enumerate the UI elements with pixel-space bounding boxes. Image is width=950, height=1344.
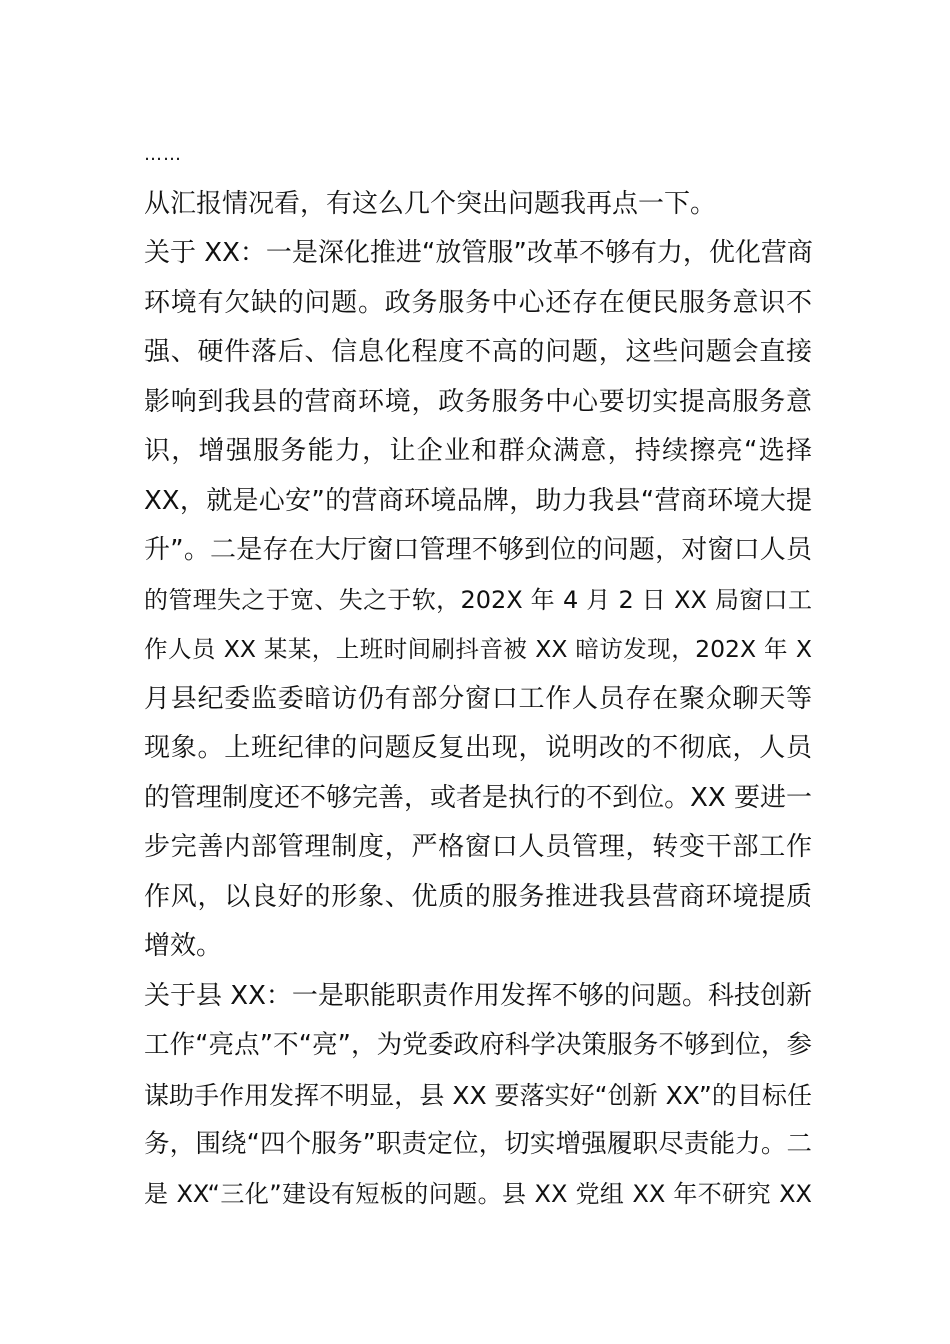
text-line: 关于 XX：一是深化推进“放管服”改革不够有力，优化营商 (144, 238, 813, 268)
text-line: 作人员 XX 某某，上班时间刷抖音被 XX 暗访发现，202X 年 X (144, 635, 812, 663)
text-line: 务，围绕“四个服务”职责定位，切实增强履职尽责能力。二 (144, 1129, 812, 1159)
text-line: 月县纪委监委暗访仍有部分窗口工作人员存在聚众聊天等 (144, 683, 812, 714)
text-line: XX，就是心安”的营商环境品牌，助力我县“营商环境大提 (144, 485, 812, 516)
text-line: 的管理失之于宽、失之于软，202X 年 4 月 2 日 XX 局窗口工 (144, 585, 812, 614)
text-line: 作风，以良好的形象、优质的服务推进我县营商环境提质 (144, 881, 812, 912)
text-line: 强、硬件落后、信息化程度不高的问题，这些问题会直接 (144, 337, 812, 367)
text-line: 识，增强服务能力，让企业和群众满意，持续擦亮“选择 (144, 436, 812, 466)
ellipsis-line: …… (144, 144, 182, 165)
text-line: 关于县 XX：一是职能职责作用发挥不够的问题。科技创新 (144, 980, 812, 1011)
document-body (144, 130, 812, 1219)
text-line: 从汇报情况看，有这么几个突出问题我再点一下。 (144, 188, 717, 219)
text-line: 谋助手作用发挥不明显，县 XX 要落实好“创新 XX”的目标任 (144, 1080, 812, 1110)
text-line: 环境有欠缺的问题。政务服务中心还存在便民服务意识不 (144, 287, 812, 318)
text-line: 步完善内部管理制度，严格窗口人员管理，转变干部工作 (144, 832, 812, 862)
text-line: 是 XX“三化”建设有短板的问题。县 XX 党组 XX 年不研究 XX (144, 1179, 812, 1208)
text-line: 的管理制度还不够完善，或者是执行的不到位。XX 要进一 (144, 782, 812, 813)
text-line: 影响到我县的营商环境，政务服务中心要切实提高服务意 (144, 386, 812, 417)
text-line: 增效。 (144, 931, 223, 961)
text-line: 升”。二是存在大厅窗口管理不够到位的问题，对窗口人员 (144, 535, 812, 565)
text-line: 工作“亮点”不“亮”，为党委政府科学决策服务不够到位，参 (144, 1030, 812, 1060)
text-line: 现象。上班纪律的问题反复出现，说明改的不彻底，人员 (144, 733, 812, 763)
